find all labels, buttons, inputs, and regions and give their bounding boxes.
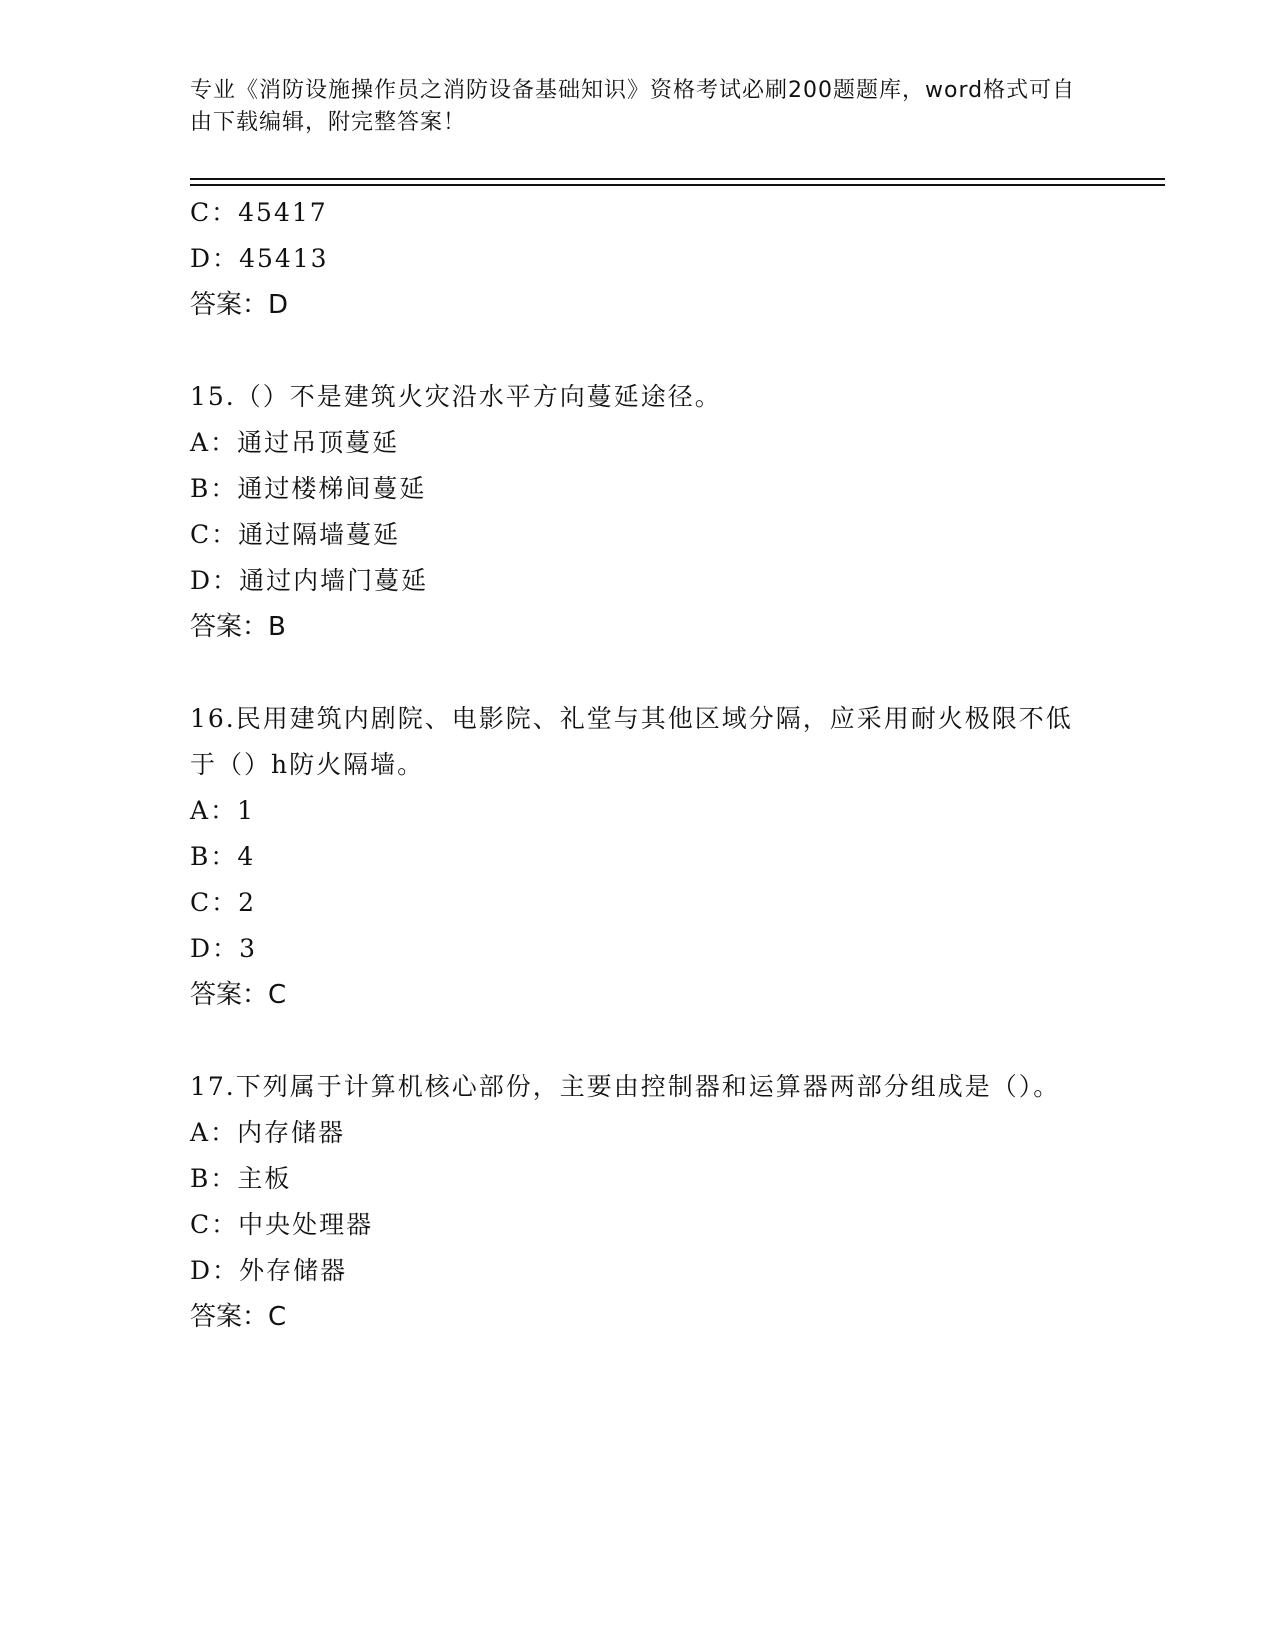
option-c: C：通过隔墙蔓延: [190, 520, 401, 549]
option-c: C：2: [190, 888, 257, 917]
option-d: D：3: [190, 934, 257, 963]
answer-line: 答案：C: [190, 1302, 287, 1332]
question-stem: 16.民用建筑内剧院、电影院、礼堂与其他区域分隔，应采用耐火极限不低于（）h防火隔墙。: [190, 704, 1073, 779]
option-a: A：1: [190, 796, 255, 825]
option-line: C：45417: [190, 198, 328, 227]
question-content: [190, 190, 1090, 1340]
spacer: [190, 1018, 1090, 1064]
option-b: B：4: [190, 842, 256, 871]
question-16: [190, 696, 1090, 1018]
question-stem: 17.下列属于计算机核心部份，主要由控制器和运算器两部分组成是（）。: [190, 1072, 1061, 1101]
header-rule-top: [190, 178, 1165, 180]
option-line: D：45413: [190, 244, 329, 273]
answer-line: 答案：B: [190, 612, 286, 642]
option-b: B：通过楼梯间蔓延: [190, 474, 427, 503]
answer-line: 答案：C: [190, 980, 287, 1010]
spacer: [190, 650, 1090, 696]
question-15: [190, 374, 1090, 650]
answer-line: 答案：D: [190, 290, 289, 320]
header-rule-bottom: [190, 184, 1165, 186]
option-c: C：中央处理器: [190, 1210, 374, 1239]
question-stem: 15.（）不是建筑火灾沿水平方向蔓延途径。: [190, 382, 722, 411]
option-d: D：外存储器: [190, 1256, 348, 1285]
option-d: D：通过内墙门蔓延: [190, 566, 429, 595]
option-a: A：内存储器: [190, 1118, 346, 1147]
page-header: 专业《消防设施操作员之消防设备基础知识》资格考试必刷200题题库，word格式可自由下载编辑，附完整答案！: [190, 78, 1076, 135]
spacer: [190, 328, 1090, 374]
option-b: B：主板: [190, 1164, 292, 1193]
option-a: A：通过吊顶蔓延: [190, 428, 400, 457]
question-17: [190, 1064, 1090, 1340]
